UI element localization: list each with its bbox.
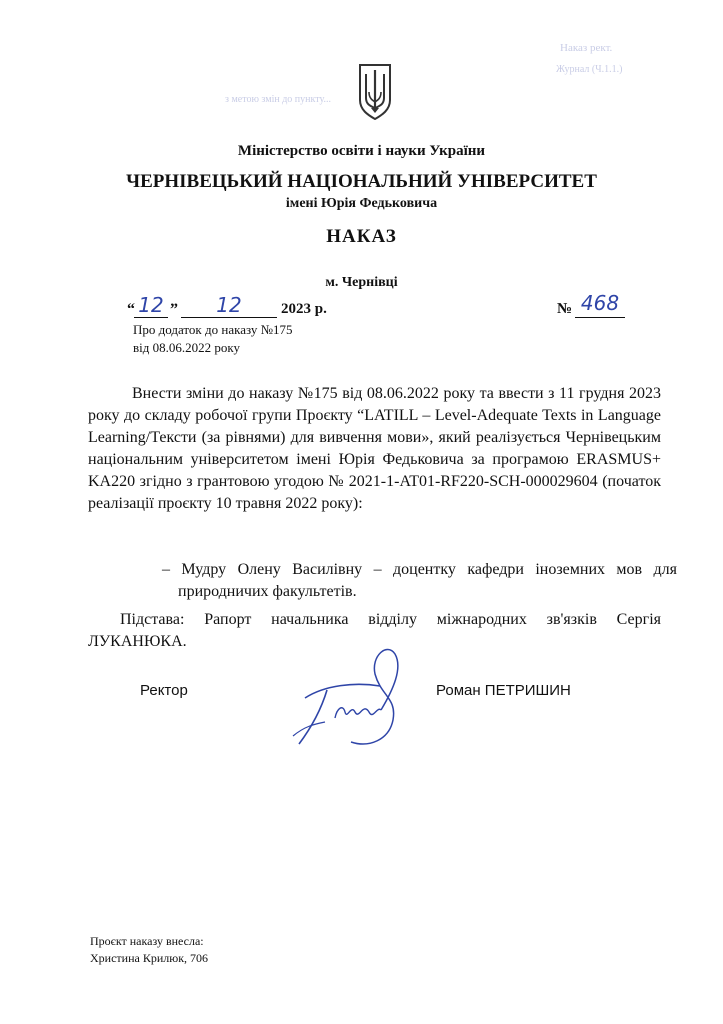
prepared-by-author: Христина Крилюк, 706	[90, 951, 209, 965]
order-basis: Підстава: Рапорт начальника відділу міжнародних зв'язків Сергія ЛУКАНЮКА.	[88, 611, 661, 650]
subject-line-1: Про додаток до наказу №175	[133, 322, 293, 337]
tryzub-icon	[357, 62, 393, 120]
order-number-label: №	[557, 301, 573, 317]
bleed-through-line-3: з метою змін до пункту...	[225, 94, 331, 105]
order-paragraph: Внести зміни до наказу №175 від 08.06.2022 року та ввести з 11 грудня 2023 року до складу робочої групи Проєкту “LATILL – Level-Adequate Texts in Language Learning/Тексти (за рівнями) для вивчення мови», який реалізується Чернівецьким національним університетом імені Юрія Федьковича за програмою ERASMUS+ KA220 згідно з грантовою угодою № 2021-1-AT01-RF220-SCH-000029604 (початок реалізації проєкту 10 травня 2022 року):	[88, 385, 661, 512]
signature-icon	[285, 640, 415, 760]
date-year: 2023 р.	[281, 301, 327, 317]
bleed-through-line-1: Наказ рект.	[560, 42, 613, 54]
university-subtitle: імені Юрія Федьковича	[285, 196, 438, 211]
signatory-position: Ректор	[140, 682, 188, 699]
date-month: 12	[181, 293, 277, 318]
order-list-item: – Мудру Олену Василівну – доцентку кафедри іноземних мов для природничих факультетів.	[162, 561, 677, 600]
subject-line-2: від 08.06.2022 року	[133, 340, 240, 355]
signatory-name: Роман ПЕТРИШИН	[436, 682, 571, 699]
document-type: НАКАЗ	[326, 226, 397, 247]
university-name: ЧЕРНІВЕЦЬКИЙ НАЦІОНАЛЬНИЙ УНІВЕРСИТЕТ	[126, 171, 597, 192]
date-close-quote: ”	[170, 301, 178, 318]
date-day: 12	[134, 293, 168, 318]
date-open-quote: “	[127, 301, 135, 318]
prepared-by-label: Проєкт наказу внесла:	[90, 934, 204, 948]
ministry-name: Міністерство освіти і науки України	[237, 143, 486, 159]
order-number-value: 468	[575, 291, 625, 318]
bleed-through-line-2: Журнал (Ч.1.1.)	[556, 64, 623, 75]
city: м. Чернівці	[325, 275, 398, 290]
